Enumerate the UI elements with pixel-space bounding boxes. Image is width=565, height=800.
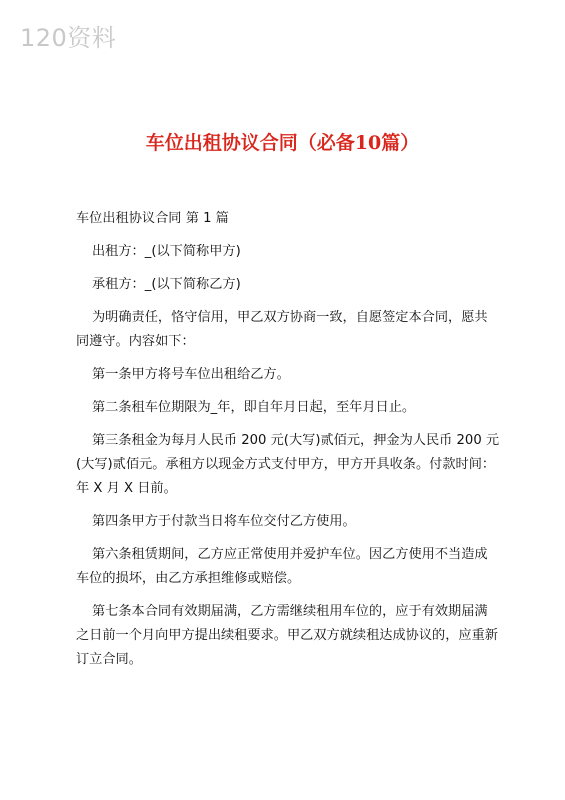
paragraph-article-3: 第三条租金为每月人民币 200 元(大写)贰佰元，押金为人民币 200 元(大写)贰佰元。承租方以现金方式支付甲方，甲方开具收条。付款时间：年 X 月 X 日前。 [76,433,500,496]
paragraph-lessee: 承租方：_(以下简称乙方) [92,277,241,292]
paragraph-article-6: 第六条租赁期间，乙方应正常使用并爱护车位。因乙方使用不当造成车位的损坏，由乙方承担维修或赔偿。 [76,547,488,586]
paragraph-article-2: 第二条租车位期限为_年，即自年月日起，至年月日止。 [92,400,416,415]
watermark-logo: 120资料 [20,24,117,52]
paragraph-article-4: 第四条甲方于付款当日将车位交付乙方使用。 [92,514,356,529]
paragraph-article-7: 第七条本合同有效期届满，乙方需继续租用车位的，应于有效期届满之日前一个月向甲方提出续租要求。甲乙双方就续租达成协议的，应重新订立合同。 [76,604,498,667]
paragraph-intro: 为明确责任，恪守信用，甲乙双方协商一致，自愿签定本合同，愿共同遵守。内容如下： [76,310,488,349]
document-title: 车位出租协议合同（必备10篇） [145,132,420,154]
document-body [76,207,500,681]
paragraph-lessor: 出租方：_(以下简称甲方) [92,244,241,259]
paragraph-article-1: 第一条甲方将号车位出租给乙方。 [92,367,290,382]
section-heading: 车位出租协议合同 第 1 篇 [76,211,229,226]
